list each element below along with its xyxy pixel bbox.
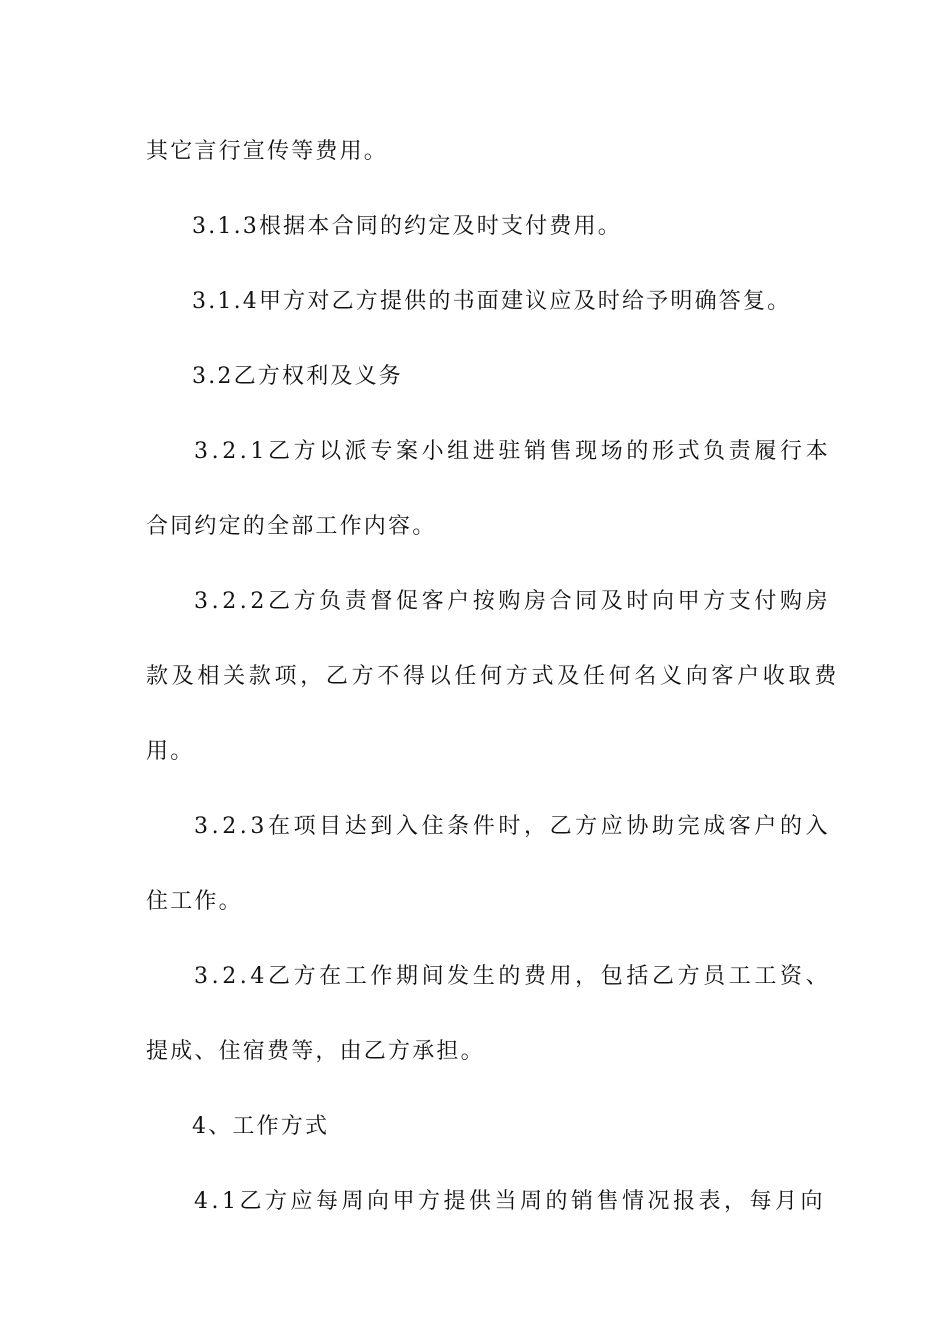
text-line: 用。 (146, 739, 195, 764)
section-heading-4: 4、工作方式 (192, 1114, 330, 1139)
clause-4-1: 4.1乙方应每周向甲方提供当周的销售情况报表，每月向 (194, 1189, 826, 1214)
text-line: 合同约定的全部工作内容。 (146, 514, 437, 539)
text-line: 住工作。 (146, 889, 243, 914)
section-heading-3-2: 3.2乙方权利及义务 (192, 364, 403, 389)
text-line: 提成、住宿费等，由乙方承担。 (146, 1039, 485, 1064)
clause-3-2-4: 3.2.4乙方在工作期间发生的费用，包括乙方员工工资、 (194, 964, 832, 989)
text-line: 款及相关款项，乙方不得以任何方式及任何名义向客户收取费 (146, 664, 840, 689)
clause-3-2-2: 3.2.2乙方负责督促客户按购房合同及时向甲方支付购房 (194, 589, 832, 614)
clause-3-1-3: 3.1.3根据本合同的约定及时支付费用。 (192, 214, 622, 239)
text-line: 其它言行宣传等费用。 (146, 139, 389, 164)
clause-3-2-3: 3.2.3在项目达到入住条件时，乙方应协助完成客户的入 (194, 814, 832, 839)
clause-3-2-1: 3.2.1乙方以派专案小组进驻销售现场的形式负责履行本 (194, 439, 832, 464)
clause-3-1-4: 3.1.4甲方对乙方提供的书面建议应及时给予明确答复。 (192, 289, 792, 314)
